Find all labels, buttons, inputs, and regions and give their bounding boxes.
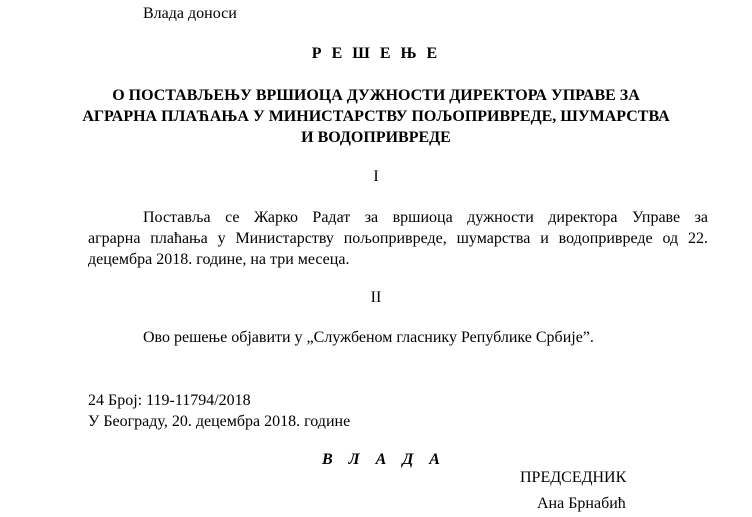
document-subject	[0, 85, 752, 148]
president-title: ПРЕДСЕДНИК	[520, 469, 627, 486]
paragraph-line-1: Поставља се Жарко Радат за вршиоца дужности директора Управе за	[143, 209, 708, 226]
section-1-paragraph	[88, 207, 708, 270]
section-2-paragraph: Ово решење објавити у „Службеном гласнику Републике Србије”.	[143, 329, 594, 346]
section-heading-1: I	[373, 168, 379, 185]
subject-line-3: И ВОДОПРИВРЕДЕ	[301, 129, 451, 146]
section-heading-2: II	[370, 289, 382, 306]
intro-text: Влада доноси	[143, 5, 237, 22]
paragraph-line-3: децембра 2018. године, на три месеца.	[88, 251, 350, 268]
document-number: 24 Број: 119-11794/2018	[88, 392, 251, 409]
document-title: Р Е Ш Е Њ Е	[311, 45, 441, 62]
paragraph-line-2: аграрна плаћања у Министарству пољопривреде, шумарства и водопривреде од 22.	[88, 230, 708, 247]
president-name: Ана Брнабић	[537, 495, 626, 512]
government-signature: В Л А Д А	[322, 451, 446, 468]
place-and-date: У Београду, 20. децембра 2018. године	[88, 413, 351, 430]
subject-line-1: О ПОСТАВЉЕЊУ ВРШИОЦА ДУЖНОСТИ ДИРЕКТОРА УПРАВЕ ЗА	[112, 87, 640, 104]
subject-line-2: АГРАРНА ПЛАЋАЊА У МИНИСТАРСТВУ ПОЉОПРИВРЕДЕ, ШУМАРСТВА	[82, 108, 670, 125]
